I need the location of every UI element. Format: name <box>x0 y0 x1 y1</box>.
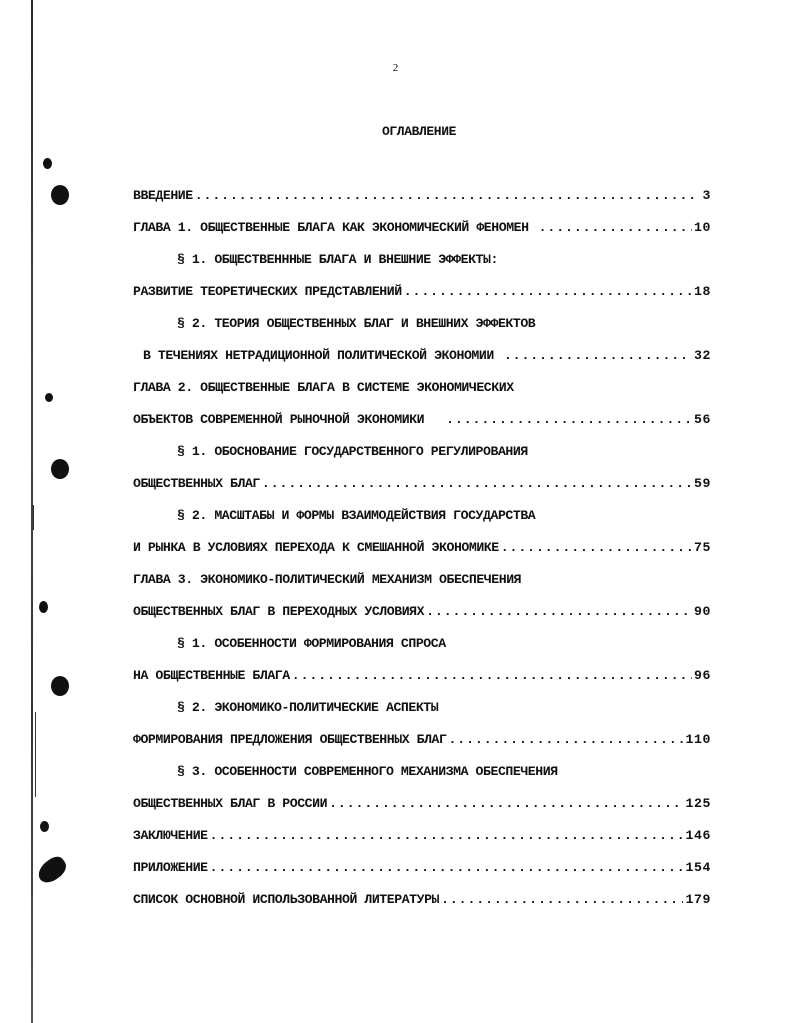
punch-hole <box>51 676 69 696</box>
dot-leader <box>501 540 692 555</box>
toc-entry-title: ОБЪЕКТОВ СОВРЕМЕННОЙ РЫНОЧНОЙ ЭКОНОМИКИ <box>133 412 425 427</box>
toc-entry-bibliography <box>133 892 711 912</box>
toc-entry-page: 56 <box>693 412 711 427</box>
toc-entry-section-1-1 <box>177 252 677 272</box>
toc-entry-title: § 1. ОБЩЕСТВЕНННЫЕ БЛАГА И ВНЕШНИЕ ЭФФЕКТЫ: <box>177 252 498 267</box>
scan-streak <box>33 505 34 530</box>
dot-leader <box>195 188 701 203</box>
toc-entry-page: 154 <box>685 860 711 875</box>
toc-entry-section-3-1 <box>177 636 677 656</box>
toc-entry-appendix <box>133 860 711 880</box>
toc-entry-page: 10 <box>693 220 711 235</box>
toc-entry-section-3-3 <box>177 764 707 784</box>
toc-entry-section-1-1-cont <box>133 284 711 304</box>
toc-entry-section-3-2-cont <box>133 732 711 752</box>
dot-leader <box>441 892 683 907</box>
toc-entry-page: 18 <box>693 284 711 299</box>
toc-entry-title: НА ОБЩЕСТВЕННЫЕ БЛАГА <box>133 668 290 683</box>
toc-entry-section-3-2 <box>177 700 677 720</box>
punch-mark <box>39 601 48 613</box>
toc-entry-page: 146 <box>685 828 711 843</box>
toc-entry-title: В ТЕЧЕНИЯХ НЕТРАДИЦИОННОЙ ПОЛИТИЧЕСКОЙ ЭКОНОМИИ <box>143 348 494 363</box>
toc-entry-section-2-2-cont <box>133 540 711 560</box>
dot-leader <box>446 412 692 427</box>
punch-smear <box>34 853 70 887</box>
toc-heading: ОГЛАВЛЕНИЕ <box>382 124 457 139</box>
toc-entry-title: ЗАКЛЮЧЕНИЕ <box>133 828 208 843</box>
toc-entry-page: 179 <box>685 892 711 907</box>
punch-hole <box>51 459 69 479</box>
toc-entry-title: ОБЩЕСТВЕННЫХ БЛАГ <box>133 476 260 491</box>
toc-entry-chapter-2-cont <box>133 412 711 432</box>
toc-entry-section-2-1 <box>177 444 677 464</box>
toc-entry-title: § 2. МАСШТАБЫ И ФОРМЫ ВЗАИМОДЕЙСТВИЯ ГОСУДАРСТВА <box>177 508 536 523</box>
page-number: 2 <box>392 62 399 74</box>
toc-entry-chapter-1 <box>133 220 711 240</box>
toc-entry-page: 75 <box>693 540 711 555</box>
toc-entry-title: ОБЩЕСТВЕННЫХ БЛАГ В РОССИИ <box>133 796 328 811</box>
toc-entry-introduction <box>133 188 711 208</box>
punch-mark <box>45 393 53 402</box>
toc-entry-title: ПРИЛОЖЕНИЕ <box>133 860 208 875</box>
toc-entry-conclusion <box>133 828 711 848</box>
toc-entry-title: ГЛАВА 1. ОБЩЕСТВЕННЫЕ БЛАГА КАК ЭКОНОМИЧЕСКИЙ ФЕНОМЕН <box>133 220 529 235</box>
toc-entry-section-1-2-cont <box>143 348 711 368</box>
punch-mark <box>40 821 49 832</box>
toc-entry-section-2-2 <box>177 508 677 528</box>
toc-entry-section-1-2 <box>177 316 677 336</box>
toc-entry-title: И РЫНКА В УСЛОВИЯХ ПЕРЕХОДА К СМЕШАННОЙ ЭКОНОМИКЕ <box>133 540 499 555</box>
toc-entry-title: ВВЕДЕНИЕ <box>133 188 193 203</box>
toc-entry-page: 90 <box>693 604 711 619</box>
punch-hole <box>51 185 69 205</box>
toc-entry-chapter-3-cont <box>133 604 711 624</box>
toc-entry-page: 125 <box>685 796 711 811</box>
dot-leader <box>539 220 692 235</box>
toc-entry-title: § 2. ТЕОРИЯ ОБЩЕСТВЕННЫХ БЛАГ И ВНЕШНИХ ЭФФЕКТОВ <box>177 316 536 331</box>
toc-entry-section-3-1-cont <box>133 668 711 688</box>
toc-entry-title: § 3. ОСОБЕННОСТИ СОВРЕМЕННОГО МЕХАНИЗМА ОБЕСПЕЧЕНИЯ <box>177 764 558 779</box>
toc-entry-chapter-2 <box>133 380 711 400</box>
dot-leader <box>426 604 692 619</box>
toc-entry-title: ГЛАВА 3. ЭКОНОМИКО-ПОЛИТИЧЕСКИЙ МЕХАНИЗМ ОБЕСПЕЧЕНИЯ <box>133 572 522 587</box>
dot-leader <box>404 284 692 299</box>
dot-leader <box>262 476 692 491</box>
scan-streak <box>35 712 36 797</box>
toc-entry-title: ФОРМИРОВАНИЯ ПРЕДЛОЖЕНИЯ ОБЩЕСТВЕННЫХ БЛАГ <box>133 732 447 747</box>
toc-entry-title: ГЛАВА 2. ОБЩЕСТВЕННЫЕ БЛАГА В СИСТЕМЕ ЭКОНОМИЧЕСКИХ <box>133 380 514 395</box>
toc-entry-page: 59 <box>693 476 711 491</box>
toc-entry-title: § 2. ЭКОНОМИКО-ПОЛИТИЧЕСКИЕ АСПЕКТЫ <box>177 700 439 715</box>
dot-leader <box>210 828 684 843</box>
toc-entry-page: 110 <box>685 732 711 747</box>
dot-leader <box>292 668 692 683</box>
toc-entry-section-2-1-cont <box>133 476 711 496</box>
toc-entry-title: ОБЩЕСТВЕННЫХ БЛАГ В ПЕРЕХОДНЫХ УСЛОВИЯХ <box>133 604 425 619</box>
toc-entry-section-3-3-cont <box>133 796 711 816</box>
toc-entry-title: § 1. ОСОБЕННОСТИ ФОРМИРОВАНИЯ СПРОСА <box>177 636 446 651</box>
dot-leader <box>448 732 683 747</box>
toc-entry-page: 32 <box>693 348 711 363</box>
toc-entry-title: § 1. ОБОСНОВАНИЕ ГОСУДАРСТВЕННОГО РЕГУЛИРОВАНИЯ <box>177 444 528 459</box>
dot-leader <box>504 348 692 363</box>
toc-entry-page: 96 <box>693 668 711 683</box>
toc-entry-page: 3 <box>702 188 711 203</box>
dot-leader <box>210 860 684 875</box>
dot-leader <box>329 796 683 811</box>
toc-entry-chapter-3 <box>133 572 711 592</box>
punch-mark <box>43 158 52 169</box>
toc-entry-title: РАЗВИТИЕ ТЕОРЕТИЧЕСКИХ ПРЕДСТАВЛЕНИЙ <box>133 284 402 299</box>
toc-entry-title: СПИСОК ОСНОВНОЙ ИСПОЛЬЗОВАННОЙ ЛИТЕРАТУРЫ <box>133 892 440 907</box>
